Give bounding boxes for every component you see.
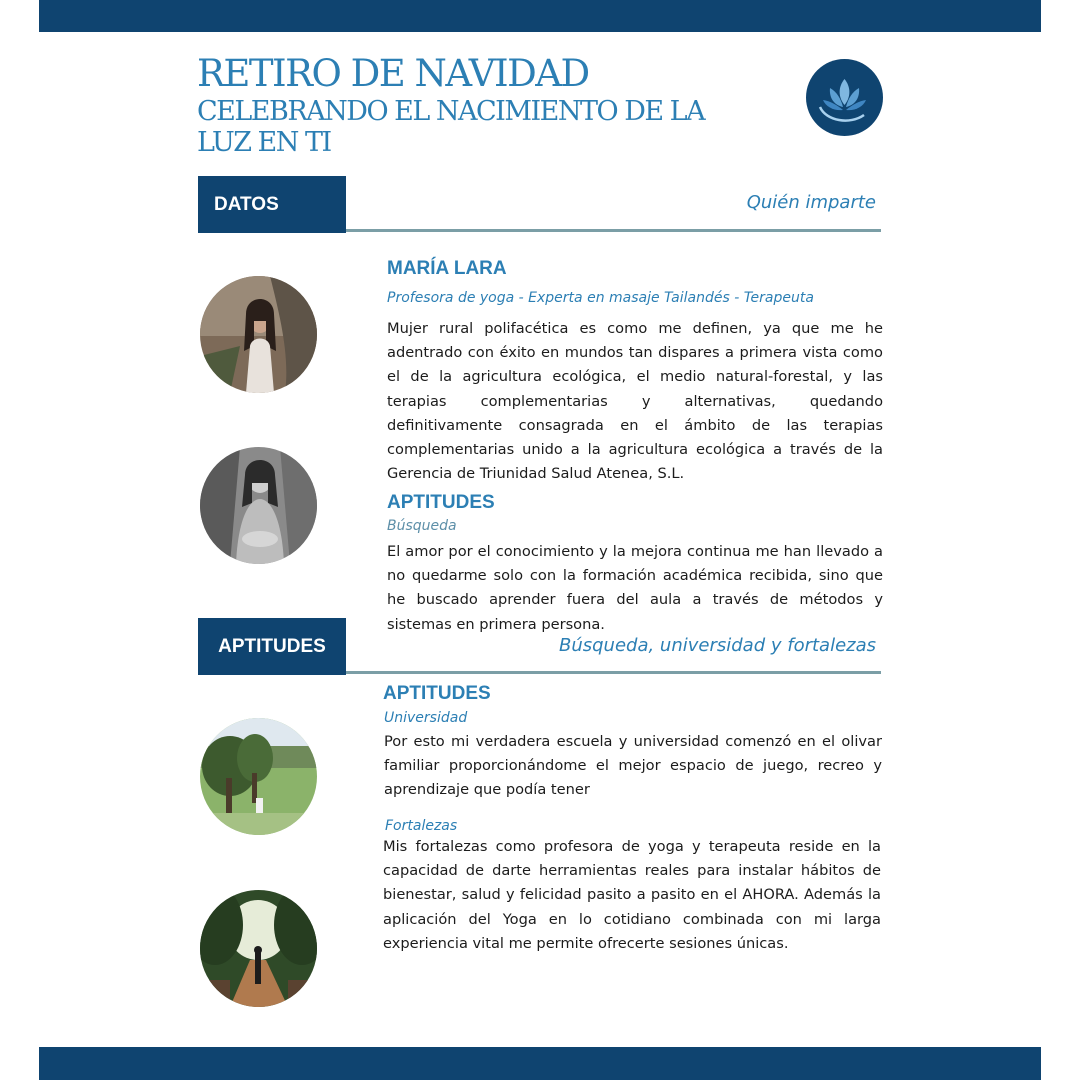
- person-name: MARÍA LARA: [387, 258, 507, 279]
- section-divider: [346, 229, 881, 232]
- section-divider: [346, 671, 881, 674]
- aptitudes-heading: APTITUDES: [387, 492, 495, 513]
- person-role: Profesora de yoga - Experta en masaje Tailandés - Terapeuta: [387, 290, 814, 306]
- busqueda-subheading: Búsqueda: [387, 518, 457, 534]
- busqueda-text: El amor por el conocimiento y la mejora continua me han llevado a no quedarme solo con la formación académica recibida, sino que he buscado aprender fuera del aula a través de métodos y sistemas en primera persona.: [387, 543, 883, 633]
- section-tagline: Quién imparte: [746, 192, 876, 213]
- lotus-icon: [806, 59, 883, 136]
- datos-tab: DATOS: [198, 176, 346, 233]
- aptitudes-tab: APTITUDES: [198, 618, 346, 675]
- page-subtitle: CELEBRANDO EL NACIMIENTO DE LA LUZ EN TI: [197, 96, 705, 158]
- fortalezas-text: Mis fortalezas como profesora de yoga y terapeuta reside en la capacidad de darte herramientas reales para instalar hábitos de bienestar, salud y felicidad pasito a pasito en el AHORA. Además la aplicación del Yoga en lo cotidiano combinada con mi larga experiencia vital me permite ofrecerte sesiones únicas.: [383, 838, 881, 952]
- fortalezas-subheading: Fortalezas: [385, 818, 458, 834]
- olive-grove-photo: [200, 718, 317, 835]
- section-tagline: Búsqueda, universidad y fortalezas: [558, 635, 876, 656]
- meditation-photo: [200, 447, 317, 564]
- top-banner: [39, 0, 1041, 32]
- tree-path-photo: [200, 890, 317, 1007]
- universidad-text: Por esto mi verdadera escuela y universidad comenzó en el olivar familiar proporcionándome el mejor espacio de juego, recreo y aprendizaje que podía tener: [384, 733, 882, 799]
- bottom-banner: [39, 1047, 1041, 1080]
- page-title: RETIRO DE NAVIDAD: [197, 52, 589, 95]
- aptitudes-heading: APTITUDES: [383, 683, 491, 704]
- person-bio: Mujer rural polifacética es como me definen, ya que me he adentrado con éxito en mundos tan dispares a primera vista como el de la agricultura ecológica, el medio natural-forestal, y las terapias complementarias y alternativas, quedando definitivamente consagrada en el ámbito de las terapias complementarias unido a la agricultura ecológica a través de la Gerencia de Triunidad Salud Atenea, S.L.: [387, 320, 883, 483]
- portrait-photo: [200, 276, 317, 393]
- universidad-subheading: Universidad: [384, 710, 468, 726]
